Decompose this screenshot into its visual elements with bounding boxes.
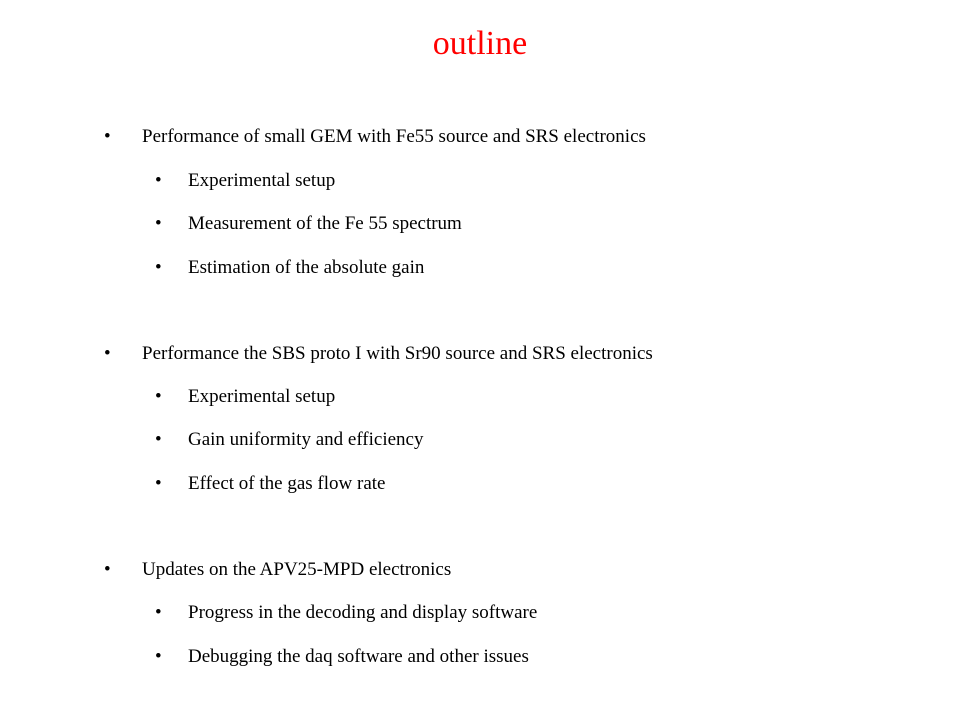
sub-bullet-item	[0, 168, 960, 194]
slide-title: outline	[432, 25, 528, 62]
bullet-icon: •	[104, 559, 111, 580]
sub-bullet-text: Gain uniformity and efficiency	[188, 429, 424, 450]
sub-bullet-item	[0, 384, 960, 410]
bullet-item	[0, 341, 960, 367]
sub-bullet-text: Progress in the decoding and display software	[188, 602, 538, 623]
bullet-icon: •	[155, 257, 162, 278]
bullet-icon: •	[155, 170, 162, 191]
sub-bullet-item	[0, 255, 960, 281]
bullet-icon: •	[155, 602, 162, 623]
sub-bullet-text: Debugging the daq software and other issues	[188, 646, 529, 667]
sub-bullet-text: Estimation of the absolute gain	[188, 257, 425, 278]
sub-bullet-item	[0, 471, 960, 497]
sub-bullet-text: Experimental setup	[188, 386, 336, 407]
sub-bullet-item	[0, 600, 960, 626]
bullet-icon: •	[155, 213, 162, 234]
bullet-icon: •	[155, 646, 162, 667]
sub-bullet-text: Measurement of the Fe 55 spectrum	[188, 213, 462, 234]
bullet-icon: •	[155, 429, 162, 450]
bullet-icon: •	[104, 343, 111, 364]
bullet-text: Performance the SBS proto I with Sr90 source and SRS electronics	[142, 343, 653, 364]
sub-bullet-text: Experimental setup	[188, 170, 336, 191]
sub-bullet-item	[0, 211, 960, 237]
bullet-icon: •	[155, 386, 162, 407]
bullet-icon: •	[104, 126, 111, 147]
bullet-item	[0, 124, 960, 150]
bullet-item	[0, 557, 960, 583]
sub-bullet-item	[0, 644, 960, 670]
bullet-text: Updates on the APV25-MPD electronics	[142, 559, 452, 580]
sub-bullet-text: Effect of the gas flow rate	[188, 473, 386, 494]
sub-bullet-item	[0, 427, 960, 453]
bullet-text: Performance of small GEM with Fe55 source and SRS electronics	[142, 126, 646, 147]
bullet-icon: •	[155, 473, 162, 494]
